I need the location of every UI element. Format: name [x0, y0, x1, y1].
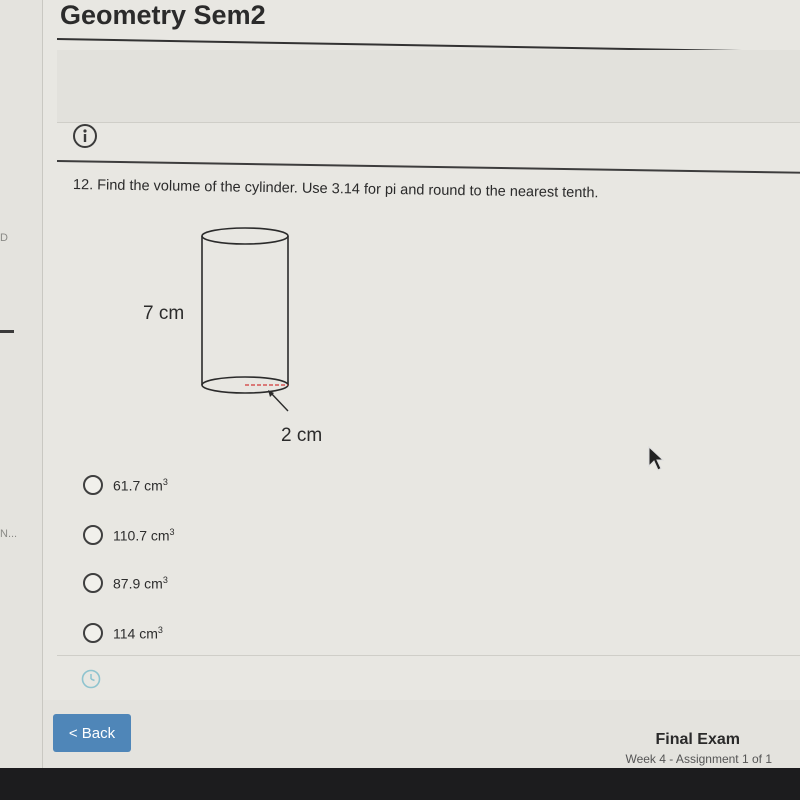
monitor-bezel — [0, 768, 800, 800]
bottom-bar — [43, 700, 800, 768]
cylinder-figure — [98, 215, 358, 455]
cylinder-top — [202, 228, 288, 244]
choice-c-value: 87.9 cm — [113, 575, 163, 592]
question-divider — [57, 160, 800, 174]
content-divider — [57, 655, 800, 656]
left-sidebar-edge — [0, 0, 43, 780]
back-button[interactable]: < Back — [53, 714, 131, 752]
course-title: Geometry Sem2 — [60, 0, 266, 30]
choice-b-exponent: 3 — [169, 526, 175, 537]
choice-a-exponent: 3 — [162, 476, 168, 487]
sidebar-divider — [0, 330, 14, 333]
radius-label: 2 cm — [281, 425, 323, 446]
radio-button[interactable] — [83, 525, 103, 545]
lesson-screen — [43, 0, 800, 768]
choice-c-exponent: 3 — [162, 574, 168, 585]
choice-d[interactable] — [83, 618, 163, 648]
choice-d-exponent: 3 — [157, 624, 163, 635]
sidebar-fragment-top: D — [0, 232, 8, 244]
radio-button[interactable] — [83, 573, 103, 593]
header-banner — [57, 50, 800, 123]
choice-a-value: 61.7 cm — [113, 477, 163, 494]
cursor-icon — [647, 446, 665, 472]
choice-d-value: 114 cm — [113, 625, 158, 642]
choice-c[interactable] — [83, 568, 168, 598]
height-label: 7 cm — [143, 303, 185, 324]
radio-button[interactable] — [83, 475, 103, 495]
choice-b[interactable] — [83, 520, 175, 550]
info-icon[interactable] — [71, 122, 99, 150]
choice-a[interactable] — [83, 470, 168, 500]
sidebar-fragment-mid: N... — [0, 528, 18, 540]
question-text: 12. Find the volume of the cylinder. Use 3.14 for pi and round to the nearest tenth. — [72, 177, 599, 202]
choice-b-value: 110.7 cm — [113, 527, 170, 544]
radius-pointer-line — [270, 392, 288, 411]
exam-title: Final Exam — [655, 731, 740, 748]
exam-subtitle: Week 4 - Assignment 1 of 1 — [625, 752, 772, 766]
radio-button[interactable] — [83, 623, 103, 643]
clock-icon[interactable] — [80, 668, 102, 690]
